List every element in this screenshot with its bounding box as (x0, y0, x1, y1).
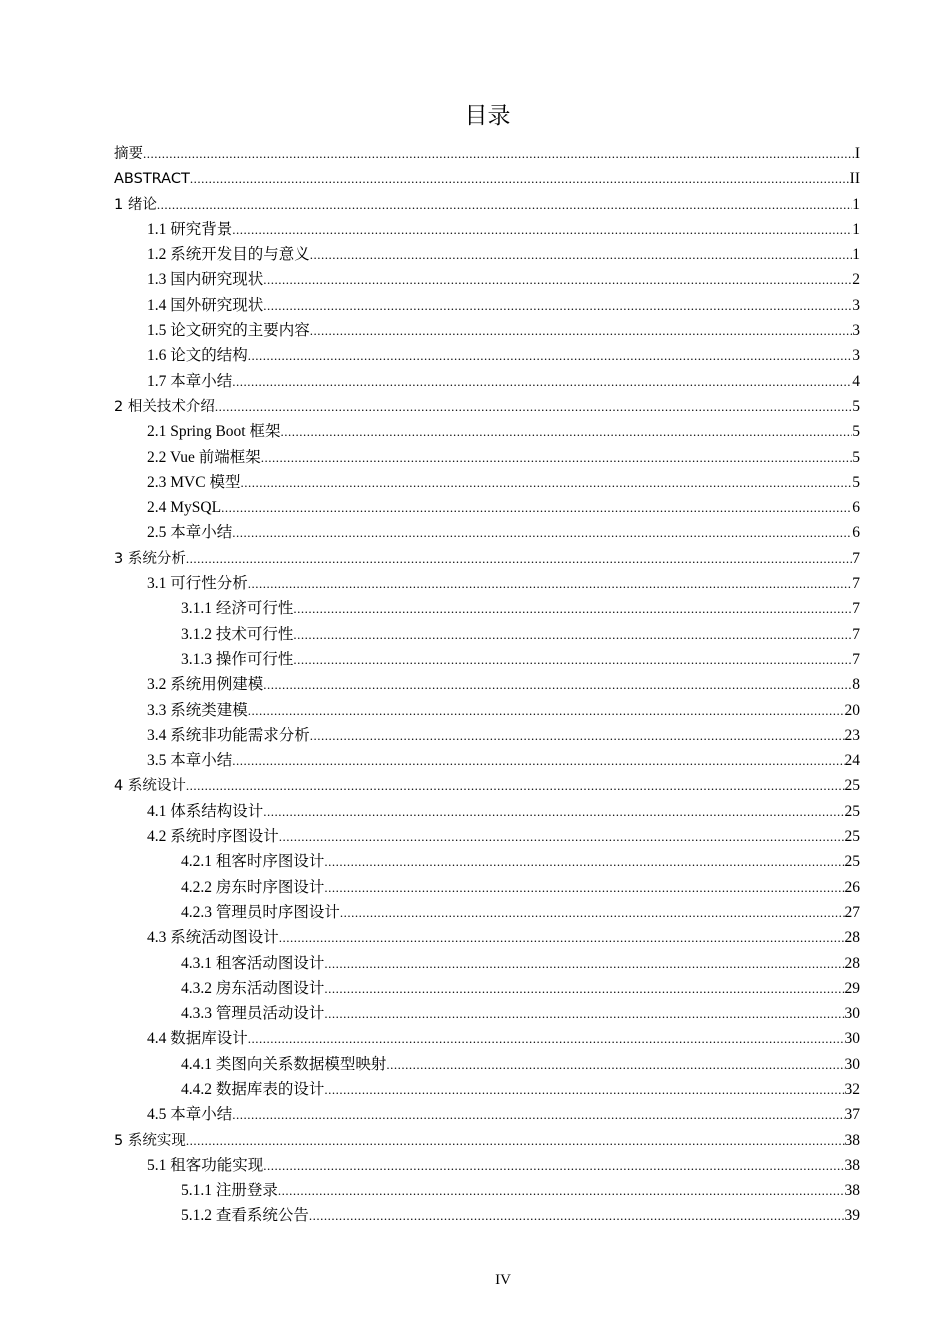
toc-entry-page: 7 (852, 549, 860, 567)
toc-entry-label: 2.1 Spring Boot 框架 (147, 423, 281, 441)
toc-entry-label: 4.2.1 租客时序图设计 (181, 853, 325, 871)
toc-entry[interactable] (114, 143, 860, 168)
toc-entry-page: 25 (844, 828, 860, 846)
toc-dot-leader (278, 1180, 845, 1202)
toc-entry[interactable] (114, 953, 860, 978)
toc-entry-page: 8 (852, 676, 860, 694)
toc-entry[interactable] (114, 1054, 860, 1079)
toc-entry-label: 3.1 可行性分析 (147, 575, 248, 593)
toc-entry-label: 5.1.2 查看系统公告 (181, 1207, 309, 1225)
toc-entry[interactable] (114, 168, 860, 193)
toc-entry[interactable] (114, 548, 860, 573)
toc-entry-page: 39 (844, 1207, 860, 1225)
toc-entry-page: 3 (852, 322, 860, 340)
toc-entry-label: 4.4.1 类图向关系数据模型映射 (181, 1055, 387, 1073)
toc-entry-page: 27 (844, 903, 860, 921)
toc-dot-leader (293, 598, 852, 620)
toc-entry[interactable] (114, 1155, 860, 1180)
toc-entry-page: 37 (844, 1106, 860, 1124)
toc-entry-page: 1 (852, 195, 860, 213)
toc-entry[interactable] (114, 674, 860, 699)
toc-entry-label: 3.1.2 技术可行性 (181, 625, 294, 643)
toc-entry-page: 28 (844, 954, 860, 972)
toc-dot-leader (279, 927, 845, 949)
toc-entry-label: 1 绪论 (114, 196, 157, 213)
toc-entry-page: 7 (852, 575, 860, 593)
toc-dot-leader (157, 194, 852, 216)
toc-entry-page: 30 (844, 1030, 860, 1048)
toc-dot-leader (279, 826, 845, 848)
toc-dot-leader (310, 725, 845, 747)
toc-dot-leader (186, 548, 852, 570)
toc-dot-leader (261, 447, 853, 469)
toc-entry-page: 38 (844, 1156, 860, 1174)
toc-entry[interactable] (114, 1130, 860, 1155)
toc-dot-leader (186, 1130, 845, 1152)
toc-entry-page: 6 (852, 499, 860, 517)
toc-entry-page: 5 (852, 423, 860, 441)
toc-entry[interactable] (114, 1205, 860, 1230)
toc-entry[interactable] (114, 1028, 860, 1053)
toc-dot-leader (263, 674, 852, 696)
toc-entry-page: 30 (844, 1005, 860, 1023)
toc-dot-leader (232, 371, 852, 393)
toc-entry[interactable] (114, 750, 860, 775)
toc-entry[interactable] (114, 497, 860, 522)
toc-entry-page: 5 (852, 448, 860, 466)
toc-entry-label: 5.1.1 注册登录 (181, 1182, 278, 1200)
page-number: IV (495, 1272, 511, 1288)
toc-entry-page: 5 (852, 397, 860, 415)
toc-entry-label: 3.1.3 操作可行性 (181, 650, 294, 668)
toc-entry-label: 2.5 本章小结 (147, 524, 233, 542)
toc-entry-label: ABSTRACT (114, 171, 190, 188)
toc-dot-leader (386, 1054, 844, 1076)
toc-dot-leader (324, 877, 844, 899)
toc-entry[interactable] (114, 219, 860, 244)
toc-entry[interactable] (114, 877, 860, 902)
toc-entry[interactable] (114, 421, 860, 446)
toc-entry-label: 2.4 MySQL (147, 499, 222, 517)
toc-entry-label: 3 系统分析 (114, 550, 186, 567)
toc-dot-leader (310, 244, 852, 266)
toc-entry-page: 7 (852, 625, 860, 643)
toc-entry-page: 5 (852, 473, 860, 491)
toc-entry-page: 38 (844, 1182, 860, 1200)
toc-entry[interactable] (114, 447, 860, 472)
toc-entry[interactable] (114, 801, 860, 826)
toc-entry[interactable] (114, 371, 860, 396)
toc-entry-page: 26 (844, 878, 860, 896)
toc-entry-label: 2 相关技术介绍 (114, 398, 215, 415)
toc-entry-label: 3.3 系统类建模 (147, 701, 248, 719)
toc-entry-page: 32 (844, 1080, 860, 1098)
toc-dot-leader (232, 522, 852, 544)
toc-dot-leader (248, 573, 852, 595)
toc-entry-label: 1.2 系统开发目的与意义 (147, 246, 310, 264)
toc-dot-leader (263, 269, 852, 291)
toc-entry[interactable] (114, 345, 860, 370)
toc-entry[interactable] (114, 700, 860, 725)
toc-entry-page: 29 (844, 979, 860, 997)
toc-entry-label: 2.2 Vue 前端框架 (147, 448, 261, 466)
toc-entry-label: 4.5 本章小结 (147, 1106, 233, 1124)
toc-dot-leader (280, 421, 852, 443)
page-title: 目录 (464, 103, 511, 129)
toc-dot-leader (221, 497, 852, 519)
toc-entry-label: 4.3.2 房东活动图设计 (181, 979, 325, 997)
toc-entry-label: 3.5 本章小结 (147, 752, 233, 770)
toc-dot-leader (340, 902, 845, 924)
toc-dot-leader (324, 978, 844, 1000)
toc-entry-page: 4 (852, 372, 860, 390)
toc-entry[interactable] (114, 927, 860, 952)
toc-entry-label: 4.2 系统时序图设计 (147, 828, 279, 846)
toc-dot-leader (309, 1205, 845, 1227)
toc-entry-label: 1.6 论文的结构 (147, 347, 248, 365)
toc-entry-page: I (854, 145, 860, 162)
toc-dot-leader (232, 219, 852, 241)
toc-entry-page: 24 (844, 752, 860, 770)
toc-dot-leader (263, 295, 852, 317)
toc-entry-page: 38 (844, 1131, 860, 1149)
toc-entry[interactable] (114, 522, 860, 547)
toc-dot-leader (324, 1079, 844, 1101)
toc-entry[interactable] (114, 472, 860, 497)
toc-entry[interactable] (114, 598, 860, 623)
toc-entry-page: 6 (852, 524, 860, 542)
toc-entry-label: 1.4 国外研究现状 (147, 296, 264, 314)
toc-dot-leader (324, 1003, 844, 1025)
toc-entry-page: 25 (844, 777, 860, 795)
toc-entry[interactable] (114, 194, 860, 219)
toc-entry-page: 1 (852, 246, 860, 264)
table-of-contents (114, 143, 860, 1231)
toc-entry-page: 20 (844, 701, 860, 719)
toc-entry-label: 4.2.3 管理员时序图设计 (181, 903, 340, 921)
toc-entry-label: 摘要 (114, 146, 143, 162)
toc-entry-label: 3.2 系统用例建模 (147, 676, 264, 694)
toc-entry[interactable] (114, 396, 860, 421)
toc-dot-leader (263, 801, 844, 823)
toc-entry[interactable] (114, 244, 860, 269)
toc-entry-label: 3.4 系统非功能需求分析 (147, 726, 310, 744)
toc-entry-label: 1.1 研究背景 (147, 220, 233, 238)
toc-entry-label: 4 系统设计 (114, 778, 186, 795)
toc-entry[interactable] (114, 295, 860, 320)
toc-entry-label: 1.7 本章小结 (147, 372, 233, 390)
toc-dot-leader (190, 168, 850, 190)
toc-entry[interactable] (114, 1180, 860, 1205)
toc-entry[interactable] (114, 624, 860, 649)
toc-entry[interactable] (114, 1079, 860, 1104)
toc-dot-leader (324, 851, 844, 873)
toc-entry-label: 4.4 数据库设计 (147, 1030, 248, 1048)
toc-entry[interactable] (114, 775, 860, 800)
toc-dot-leader (293, 649, 852, 671)
toc-dot-leader (232, 1104, 844, 1126)
toc-entry-page: 7 (852, 600, 860, 618)
toc-entry[interactable] (114, 826, 860, 851)
toc-entry[interactable] (114, 649, 860, 674)
toc-dot-leader (215, 396, 852, 418)
toc-entry-label: 3.1.1 经济可行性 (181, 600, 294, 618)
toc-entry-label: 2.3 MVC 模型 (147, 473, 241, 491)
toc-entry[interactable] (114, 269, 860, 294)
toc-entry-label: 1.3 国内研究现状 (147, 271, 264, 289)
toc-entry-page: 7 (852, 650, 860, 668)
toc-entry-page: II (849, 170, 860, 188)
toc-entry-label: 1.5 论文研究的主要内容 (147, 322, 310, 340)
toc-dot-leader (293, 624, 852, 646)
toc-dot-leader (248, 700, 845, 722)
toc-entry[interactable] (114, 320, 860, 345)
toc-entry-page: 25 (844, 853, 860, 871)
toc-dot-leader (186, 775, 845, 797)
toc-entry-page: 3 (852, 347, 860, 365)
toc-entry[interactable] (114, 725, 860, 750)
toc-dot-leader (248, 1028, 845, 1050)
toc-entry-label: 4.3.3 管理员活动设计 (181, 1005, 325, 1023)
toc-entry-page: 3 (852, 296, 860, 314)
toc-entry-label: 4.4.2 数据库表的设计 (181, 1080, 325, 1098)
toc-entry[interactable] (114, 978, 860, 1003)
toc-dot-leader (310, 320, 852, 342)
toc-entry-page: 1 (852, 220, 860, 238)
toc-entry-page: 30 (844, 1055, 860, 1073)
toc-dot-leader (248, 345, 852, 367)
toc-dot-leader (240, 472, 852, 494)
toc-entry-page: 28 (844, 929, 860, 947)
toc-entry[interactable] (114, 1003, 860, 1028)
toc-dot-leader (263, 1155, 844, 1177)
toc-entry-label: 4.3.1 租客活动图设计 (181, 954, 325, 972)
toc-entry-label: 4.2.2 房东时序图设计 (181, 878, 325, 896)
toc-entry-page: 25 (844, 802, 860, 820)
toc-entry-label: 5.1 租客功能实现 (147, 1156, 264, 1174)
toc-dot-leader (143, 143, 855, 165)
toc-entry-label: 5 系统实现 (114, 1132, 186, 1149)
toc-entry-page: 23 (844, 726, 860, 744)
toc-entry-label: 4.1 体系结构设计 (147, 802, 264, 820)
toc-entry[interactable] (114, 1104, 860, 1129)
toc-entry-page: 2 (852, 271, 860, 289)
toc-entry[interactable] (114, 902, 860, 927)
toc-dot-leader (324, 953, 844, 975)
toc-dot-leader (232, 750, 844, 772)
toc-entry[interactable] (114, 851, 860, 876)
toc-entry[interactable] (114, 573, 860, 598)
toc-entry-label: 4.3 系统活动图设计 (147, 929, 279, 947)
